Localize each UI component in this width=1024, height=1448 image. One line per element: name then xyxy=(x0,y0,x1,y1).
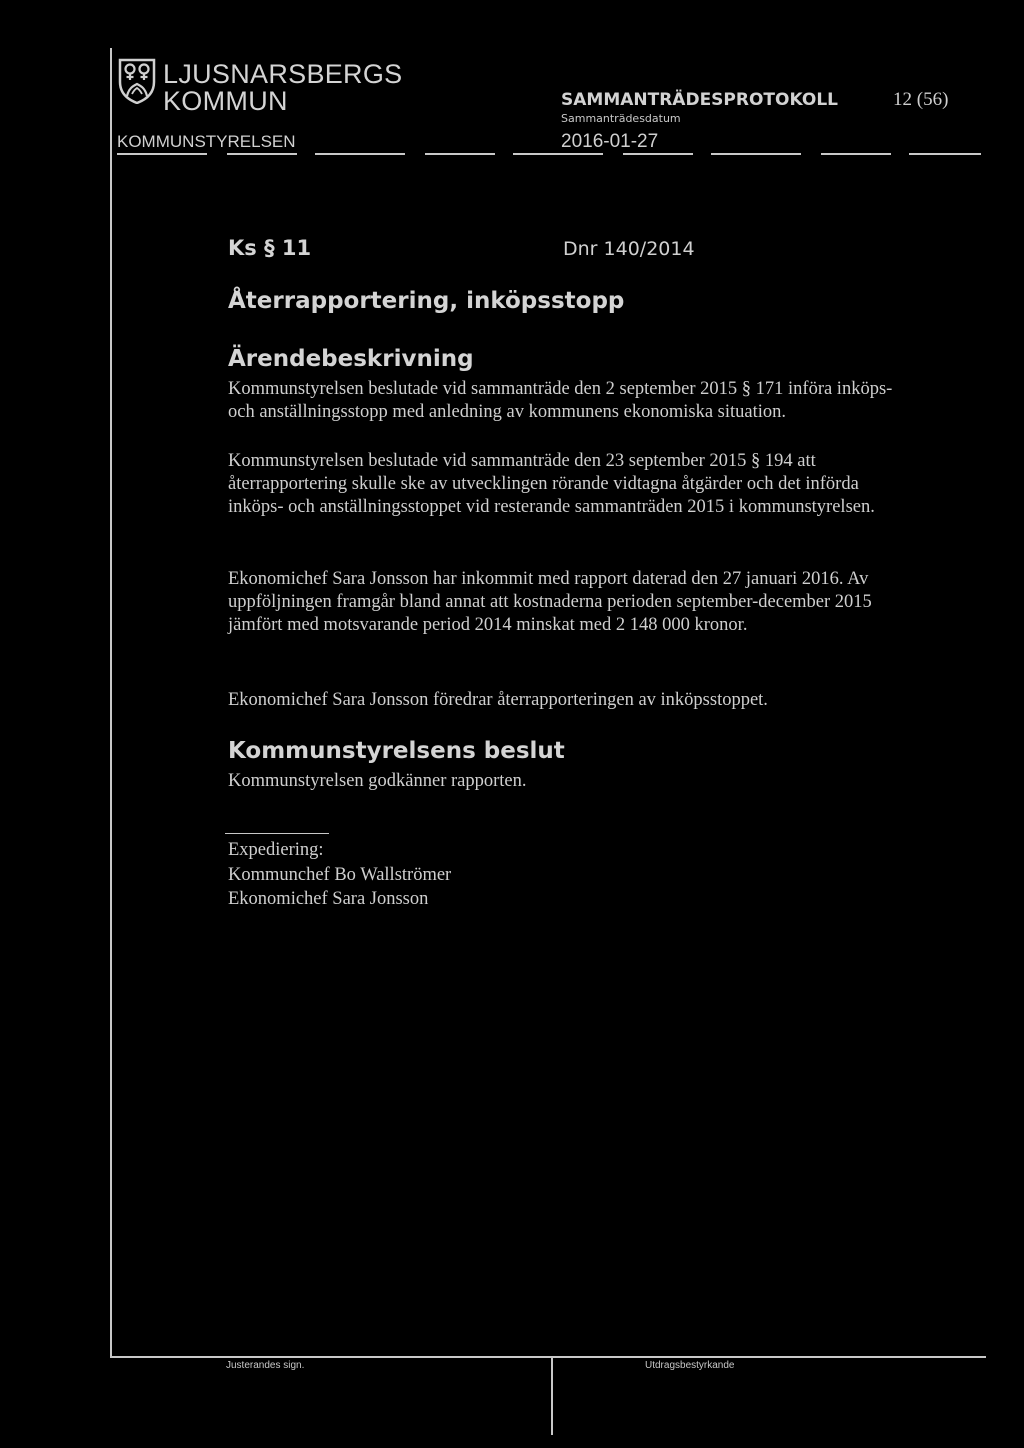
case-number: Dnr 140/2014 xyxy=(563,238,695,260)
meeting-date: 2016-01-27 xyxy=(561,131,659,152)
decision-text: Kommunstyrelsen godkänner rapporten. xyxy=(228,771,527,791)
page-number: 12 (56) xyxy=(893,89,949,110)
case-title: Återrapportering, inköpsstopp xyxy=(228,288,625,314)
expediering-rule xyxy=(225,833,329,834)
description-paragraph: Ekonomichef Sara Jonsson har inkommit med rapport daterad den 27 januari 2016. Av uppföljningen framgår bland annat att kostnaderna perioden september-december 2015 jämfört med motsvarande period 2014 minskat med 2 148 000 kronor. xyxy=(228,569,872,635)
date-label: Sammanträdesdatum xyxy=(561,112,681,125)
list-item: Kommunchef Bo Wallströmer xyxy=(228,865,452,885)
decision-heading: Kommunstyrelsens beslut xyxy=(228,738,565,764)
protocol-title: SAMMANTRÄDESPROTOKOLL xyxy=(561,90,839,110)
header-rule xyxy=(117,153,981,155)
description-paragraph: Ekonomichef Sara Jonsson föredrar återrapporteringen av inköpsstoppet. xyxy=(228,690,768,710)
page-frame-left-line xyxy=(110,48,112,1358)
list-item: Ekonomichef Sara Jonsson xyxy=(228,888,429,909)
signature-label-right: Utdragsbestyrkande xyxy=(645,1360,735,1371)
brand-line-2: KOMMUN xyxy=(163,86,288,116)
section-number: Ks § 11 xyxy=(228,236,312,260)
description-heading: Ärendebeskrivning xyxy=(228,346,474,372)
signature-label-left: Justerandes sign. xyxy=(226,1360,305,1371)
expediering-heading: Expediering: xyxy=(228,840,324,860)
municipal-coat-of-arms-icon xyxy=(117,58,157,104)
organization-name: KOMMUNSTYRELSEN xyxy=(117,132,296,151)
expediering-list xyxy=(228,864,451,911)
description-paragraph: Kommunstyrelsen beslutade vid sammanträde den 2 september 2015 § 171 införa inköps- och anställningsstopp med anledning av kommunens ekonomiska situation. xyxy=(228,379,893,422)
brand-line-1: LJUSNARSBERGS xyxy=(163,59,403,89)
page-frame-bottom-line xyxy=(110,1356,986,1358)
signature-divider-line xyxy=(551,1358,553,1435)
description-paragraph: Kommunstyrelsen beslutade vid sammanträde den 23 september 2015 § 194 att återrapportering skulle ske av utvecklingen rörande vidtagna åtgärder och det införda inköps- och anställningsstoppet vid resterande sammanträden 2015 i kommunstyrelsen. xyxy=(228,451,875,517)
